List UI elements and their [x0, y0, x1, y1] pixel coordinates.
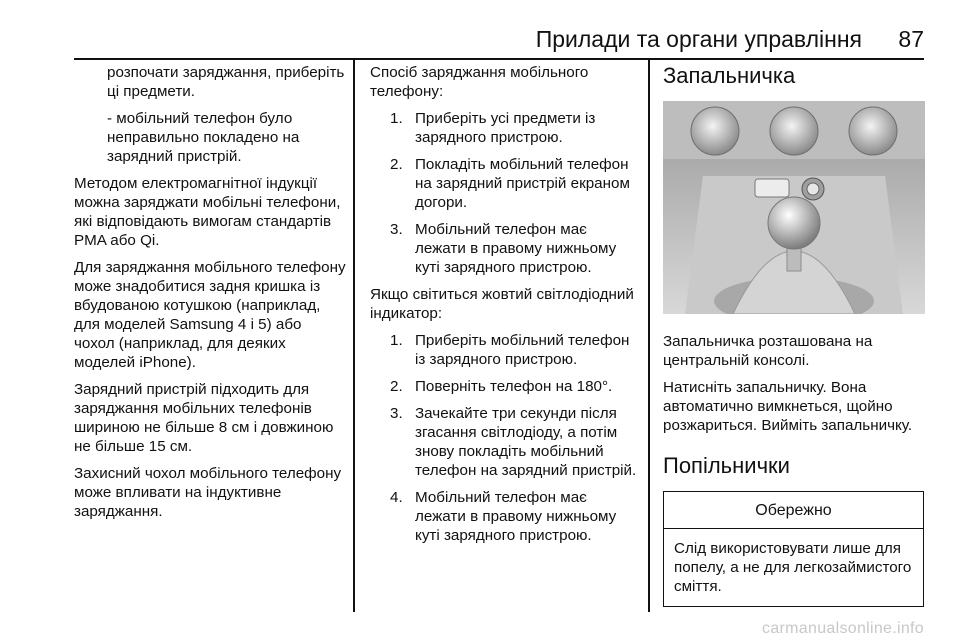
led-steps	[370, 331, 640, 545]
list-item: 2. Поверніть телефон на 180°.	[390, 378, 613, 395]
paragraph-cover: Для заряджання мобільного телефону може знадобитися задня кришка із вбудованою котушкою (наприклад, для моделей Samsung 4 і 5) або чохол (наприклад, для деяких моделей iPhone).	[74, 259, 346, 371]
warning-text: Слід використовувати лише для попелу, а не для легкозаймистого сміття.	[674, 540, 912, 595]
warning-box	[663, 491, 924, 607]
paragraph-induction: Методом електромагнітної індукції можна заряджати мобільні телефони, які відповідають вимогам стандартів PMA або Qi.	[74, 175, 341, 249]
paragraph-case: Захисний чохол мобільного телефону може впливати на індуктивне заряджання.	[74, 465, 342, 520]
watermark: carmanualsonline.info	[762, 620, 924, 637]
lighter-usage: Натисніть запальничку. Вона автоматично вимкнеться, щойно розжариться. Вийміть запальничку.	[663, 379, 913, 434]
list-item: 2. Покладіть мобільний телефон на зарядний пристрій екраном догори.	[390, 156, 630, 211]
page-number: 87	[898, 26, 924, 52]
list-item: 3. Зачекайте три секунди після згасання світлодіоду, а потім знову покладіть мобільний телефон на зарядний пристрій.	[390, 405, 637, 479]
column-divider-1	[353, 59, 355, 612]
column-1	[74, 63, 346, 529]
charging-steps	[370, 109, 640, 277]
continued-dash-item: - мобільний телефон було неправильно покладено на зарядний пристрій.	[107, 110, 300, 165]
paragraph-size: Зарядний пристрій підходить для заряджання мобільних телефонів шириною не більше 8 см і довжиною не більше 15 см.	[74, 381, 334, 455]
charging-intro: Спосіб заряджання мобільного телефону:	[370, 64, 589, 100]
heading-lighter: Запальничка	[663, 63, 796, 88]
column-divider-2	[648, 59, 650, 612]
lighter-location: Запальничка розташована на центральній консолі.	[663, 333, 873, 369]
heading-ashtrays: Попільнички	[663, 453, 790, 478]
list-item: 3. Мобільний телефон має лежати в правому нижньому куті зарядного пристрою.	[390, 221, 617, 276]
led-intro: Якщо світиться жовтий світлодіодний індикатор:	[370, 286, 634, 322]
list-item: 4. Мобільний телефон має лежати в правому нижньому куті зарядного пристрою.	[390, 489, 617, 544]
page-title: Прилади та органи управління	[535, 26, 862, 52]
continued-text: розпочати заряджання, приберіть ці предмети.	[107, 64, 345, 100]
lighter-photo	[663, 101, 925, 314]
page-header	[74, 26, 924, 62]
column-3	[663, 63, 925, 607]
list-item: 1. Приберіть мобільний телефон із зарядного пристрою.	[390, 332, 630, 368]
column-2	[370, 63, 640, 553]
list-item: 1. Приберіть усі предмети із зарядного пристрою.	[390, 110, 596, 146]
warning-title: Обережно	[664, 492, 923, 529]
header-rule	[74, 58, 924, 60]
